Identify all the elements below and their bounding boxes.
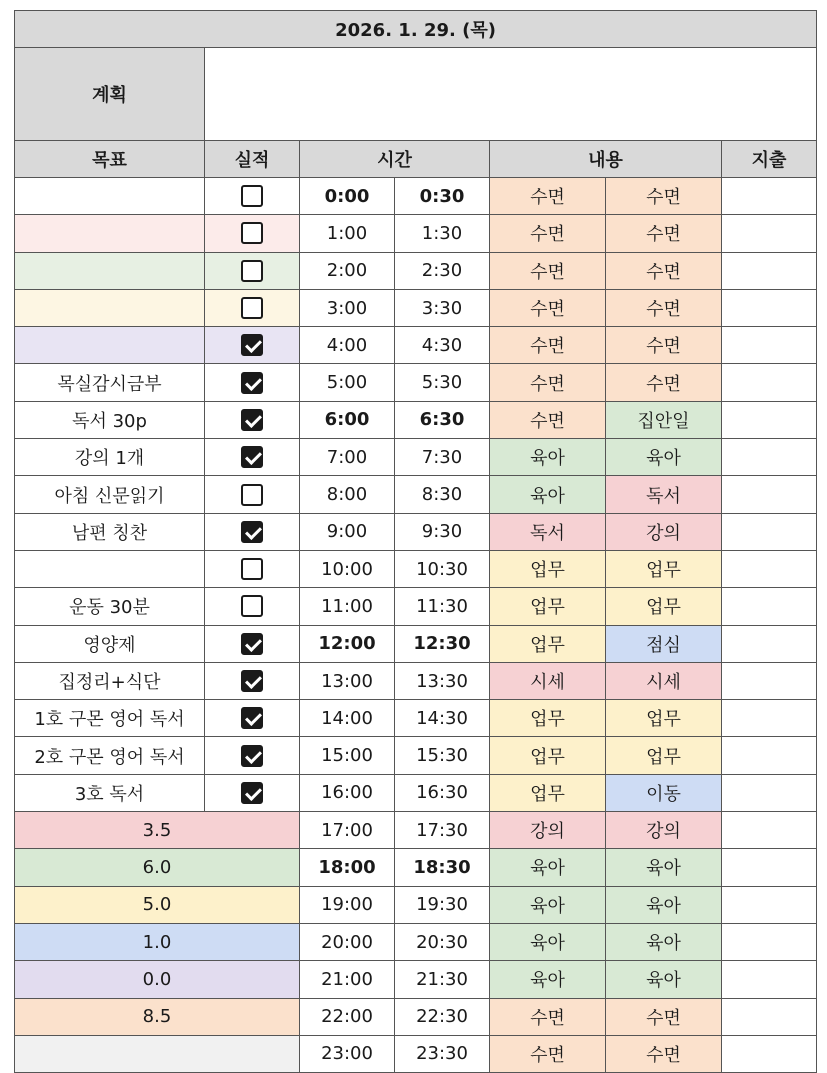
checkbox-checked[interactable] xyxy=(241,446,263,468)
schedule-row xyxy=(15,439,817,476)
content-cell-second[interactable]: 업무 xyxy=(606,588,722,625)
time-end-cell: 9:30 xyxy=(395,513,490,550)
expense-cell[interactable] xyxy=(722,289,817,326)
time-end-cell: 13:30 xyxy=(395,662,490,699)
summary-cell[interactable]: 0.0 xyxy=(15,961,300,998)
content-cell-first[interactable]: 수면 xyxy=(490,252,606,289)
content-cell-second[interactable]: 육아 xyxy=(606,886,722,923)
schedule-row xyxy=(15,476,817,513)
content-cell-first[interactable]: 시세 xyxy=(490,662,606,699)
expense-cell[interactable] xyxy=(722,401,817,438)
content-cell-first[interactable]: 업무 xyxy=(490,774,606,811)
content-cell-second[interactable]: 육아 xyxy=(606,849,722,886)
checkbox-checked[interactable] xyxy=(241,372,263,394)
expense-cell[interactable] xyxy=(722,215,817,252)
content-cell-second[interactable]: 수면 xyxy=(606,289,722,326)
result-cell xyxy=(205,215,300,252)
expense-cell[interactable] xyxy=(722,737,817,774)
summary-cell[interactable]: 5.0 xyxy=(15,886,300,923)
goal-cell[interactable] xyxy=(15,215,205,252)
goal-cell[interactable] xyxy=(15,327,205,364)
content-cell-second[interactable]: 독서 xyxy=(606,476,722,513)
expense-cell[interactable] xyxy=(722,178,817,215)
result-cell xyxy=(205,700,300,737)
schedule-row xyxy=(15,401,817,438)
content-cell-second[interactable]: 수면 xyxy=(606,998,722,1035)
time-end-cell: 15:30 xyxy=(395,737,490,774)
schedule-row xyxy=(15,1035,817,1072)
checkbox-unchecked[interactable] xyxy=(241,185,263,207)
expense-cell[interactable] xyxy=(722,774,817,811)
checkbox-unchecked[interactable] xyxy=(241,222,263,244)
date-title: 2026. 1. 29. (목) xyxy=(15,11,817,48)
time-start-cell: 1:00 xyxy=(300,215,395,252)
content-cell-first[interactable]: 육아 xyxy=(490,886,606,923)
content-cell-first[interactable]: 수면 xyxy=(490,215,606,252)
expense-cell[interactable] xyxy=(722,364,817,401)
time-end-cell: 4:30 xyxy=(395,327,490,364)
time-start-cell: 0:00 xyxy=(300,178,395,215)
checkbox-checked[interactable] xyxy=(241,707,263,729)
expense-cell[interactable] xyxy=(722,588,817,625)
expense-cell[interactable] xyxy=(722,550,817,587)
content-cell-first[interactable]: 강의 xyxy=(490,812,606,849)
time-start-cell: 6:00 xyxy=(300,401,395,438)
expense-cell[interactable] xyxy=(722,961,817,998)
content-cell-first[interactable]: 수면 xyxy=(490,327,606,364)
content-cell-first[interactable]: 업무 xyxy=(490,588,606,625)
content-cell-first[interactable]: 육아 xyxy=(490,849,606,886)
content-cell-second[interactable]: 수면 xyxy=(606,1035,722,1072)
content-cell-second[interactable]: 업무 xyxy=(606,700,722,737)
expense-cell[interactable] xyxy=(722,476,817,513)
schedule-row xyxy=(15,178,817,215)
expense-cell[interactable] xyxy=(722,849,817,886)
time-start-cell: 21:00 xyxy=(300,961,395,998)
checkbox-checked[interactable] xyxy=(241,633,263,655)
time-end-cell: 22:30 xyxy=(395,998,490,1035)
time-end-cell: 21:30 xyxy=(395,961,490,998)
result-cell xyxy=(205,439,300,476)
result-cell xyxy=(205,364,300,401)
content-cell-first[interactable]: 수면 xyxy=(490,998,606,1035)
schedule-row xyxy=(15,700,817,737)
result-cell xyxy=(205,774,300,811)
result-cell xyxy=(205,737,300,774)
schedule-row xyxy=(15,215,817,252)
schedule-row xyxy=(15,327,817,364)
goal-cell[interactable]: 목실감시금부 xyxy=(15,364,205,401)
time-start-cell: 10:00 xyxy=(300,550,395,587)
time-start-cell: 17:00 xyxy=(300,812,395,849)
time-end-cell: 16:30 xyxy=(395,774,490,811)
content-cell-second[interactable]: 수면 xyxy=(606,215,722,252)
checkbox-checked[interactable] xyxy=(241,409,263,431)
content-cell-first[interactable]: 수면 xyxy=(490,364,606,401)
result-cell xyxy=(205,252,300,289)
time-end-cell: 6:30 xyxy=(395,401,490,438)
time-start-cell: 11:00 xyxy=(300,588,395,625)
expense-cell[interactable] xyxy=(722,327,817,364)
summary-cell[interactable]: 3.5 xyxy=(15,812,300,849)
schedule-row xyxy=(15,364,817,401)
content-cell-first[interactable]: 수면 xyxy=(490,1035,606,1072)
schedule-row xyxy=(15,513,817,550)
time-end-cell: 11:30 xyxy=(395,588,490,625)
checkbox-unchecked[interactable] xyxy=(241,484,263,506)
checkbox-unchecked[interactable] xyxy=(241,558,263,580)
content-cell-second[interactable]: 집안일 xyxy=(606,401,722,438)
summary-cell[interactable] xyxy=(15,1035,300,1072)
col-goal-header: 목표 xyxy=(15,141,205,178)
expense-cell[interactable] xyxy=(722,700,817,737)
result-cell xyxy=(205,178,300,215)
time-start-cell: 7:00 xyxy=(300,439,395,476)
expense-cell[interactable] xyxy=(722,886,817,923)
time-start-cell: 23:00 xyxy=(300,1035,395,1072)
goal-cell[interactable]: 아침 신문읽기 xyxy=(15,476,205,513)
time-end-cell: 1:30 xyxy=(395,215,490,252)
schedule-row xyxy=(15,998,817,1035)
summary-cell[interactable]: 6.0 xyxy=(15,849,300,886)
content-cell-second[interactable]: 강의 xyxy=(606,812,722,849)
checkbox-checked[interactable] xyxy=(241,670,263,692)
time-start-cell: 5:00 xyxy=(300,364,395,401)
result-cell xyxy=(205,327,300,364)
schedule-row xyxy=(15,886,817,923)
schedule-row xyxy=(15,550,817,587)
content-cell-first[interactable]: 수면 xyxy=(490,289,606,326)
plan-cell[interactable] xyxy=(205,48,817,141)
schedule-row xyxy=(15,289,817,326)
time-end-cell: 14:30 xyxy=(395,700,490,737)
time-start-cell: 20:00 xyxy=(300,923,395,960)
content-cell-first[interactable]: 육아 xyxy=(490,961,606,998)
time-end-cell: 8:30 xyxy=(395,476,490,513)
col-result-header: 실적 xyxy=(205,141,300,178)
content-cell-second[interactable]: 점심 xyxy=(606,625,722,662)
goal-cell[interactable]: 남편 칭찬 xyxy=(15,513,205,550)
plan-label: 계획 xyxy=(15,48,205,141)
checkbox-unchecked[interactable] xyxy=(241,297,263,319)
summary-cell[interactable]: 8.5 xyxy=(15,998,300,1035)
time-start-cell: 18:00 xyxy=(300,849,395,886)
time-end-cell: 19:30 xyxy=(395,886,490,923)
schedule-row xyxy=(15,662,817,699)
schedule-row xyxy=(15,252,817,289)
schedule-row xyxy=(15,588,817,625)
time-end-cell: 2:30 xyxy=(395,252,490,289)
expense-cell[interactable] xyxy=(722,998,817,1035)
time-end-cell: 18:30 xyxy=(395,849,490,886)
content-cell-first[interactable]: 육아 xyxy=(490,476,606,513)
time-start-cell: 2:00 xyxy=(300,252,395,289)
expense-cell[interactable] xyxy=(722,625,817,662)
time-start-cell: 8:00 xyxy=(300,476,395,513)
checkbox-checked[interactable] xyxy=(241,334,263,356)
col-content-header: 내용 xyxy=(490,141,722,178)
time-start-cell: 3:00 xyxy=(300,289,395,326)
result-cell xyxy=(205,476,300,513)
content-cell-first[interactable]: 수면 xyxy=(490,178,606,215)
time-start-cell: 22:00 xyxy=(300,998,395,1035)
goal-cell[interactable]: 1호 구몬 영어 독서 xyxy=(15,700,205,737)
content-cell-second[interactable]: 시세 xyxy=(606,662,722,699)
time-start-cell: 12:00 xyxy=(300,625,395,662)
content-cell-second[interactable]: 수면 xyxy=(606,178,722,215)
content-cell-second[interactable]: 업무 xyxy=(606,737,722,774)
col-expense-header: 지출 xyxy=(722,141,817,178)
goal-cell[interactable] xyxy=(15,550,205,587)
result-cell xyxy=(205,662,300,699)
content-cell-second[interactable]: 강의 xyxy=(606,513,722,550)
time-end-cell: 23:30 xyxy=(395,1035,490,1072)
content-cell-second[interactable]: 육아 xyxy=(606,923,722,960)
result-cell xyxy=(205,588,300,625)
goal-cell[interactable] xyxy=(15,289,205,326)
goal-cell[interactable]: 영양제 xyxy=(15,625,205,662)
expense-cell[interactable] xyxy=(722,439,817,476)
time-end-cell: 10:30 xyxy=(395,550,490,587)
time-end-cell: 12:30 xyxy=(395,625,490,662)
checkbox-checked[interactable] xyxy=(241,521,263,543)
goal-cell[interactable] xyxy=(15,252,205,289)
expense-cell[interactable] xyxy=(722,252,817,289)
result-cell xyxy=(205,401,300,438)
expense-cell[interactable] xyxy=(722,923,817,960)
schedule-row xyxy=(15,849,817,886)
schedule-row xyxy=(15,625,817,662)
content-cell-first[interactable]: 육아 xyxy=(490,923,606,960)
time-start-cell: 9:00 xyxy=(300,513,395,550)
goal-cell[interactable]: 독서 30p xyxy=(15,401,205,438)
goal-cell[interactable] xyxy=(15,178,205,215)
col-time-header: 시간 xyxy=(300,141,490,178)
schedule-row xyxy=(15,737,817,774)
expense-cell[interactable] xyxy=(722,1035,817,1072)
content-cell-second[interactable]: 수면 xyxy=(606,252,722,289)
schedule-row xyxy=(15,774,817,811)
goal-cell[interactable]: 운동 30분 xyxy=(15,588,205,625)
time-start-cell: 16:00 xyxy=(300,774,395,811)
time-end-cell: 5:30 xyxy=(395,364,490,401)
time-end-cell: 17:30 xyxy=(395,812,490,849)
expense-cell[interactable] xyxy=(722,662,817,699)
schedule-row xyxy=(15,812,817,849)
result-cell xyxy=(205,513,300,550)
checkbox-checked[interactable] xyxy=(241,782,263,804)
expense-cell[interactable] xyxy=(722,812,817,849)
time-start-cell: 4:00 xyxy=(300,327,395,364)
content-cell-second[interactable]: 업무 xyxy=(606,550,722,587)
result-cell xyxy=(205,289,300,326)
time-start-cell: 15:00 xyxy=(300,737,395,774)
time-end-cell: 7:30 xyxy=(395,439,490,476)
result-cell xyxy=(205,550,300,587)
goal-cell[interactable]: 집정리+식단 xyxy=(15,662,205,699)
content-cell-first[interactable]: 육아 xyxy=(490,439,606,476)
content-cell-second[interactable]: 육아 xyxy=(606,439,722,476)
time-end-cell: 0:30 xyxy=(395,178,490,215)
content-cell-first[interactable]: 업무 xyxy=(490,625,606,662)
content-cell-second[interactable]: 이동 xyxy=(606,774,722,811)
planner-table xyxy=(14,10,817,1073)
goal-cell[interactable]: 2호 구몬 영어 독서 xyxy=(15,737,205,774)
goal-cell[interactable]: 강의 1개 xyxy=(15,439,205,476)
schedule-row xyxy=(15,923,817,960)
time-end-cell: 20:30 xyxy=(395,923,490,960)
result-cell xyxy=(205,625,300,662)
content-cell-second[interactable]: 수면 xyxy=(606,327,722,364)
content-cell-second[interactable]: 수면 xyxy=(606,364,722,401)
schedule-row xyxy=(15,961,817,998)
time-end-cell: 3:30 xyxy=(395,289,490,326)
checkbox-unchecked[interactable] xyxy=(241,260,263,282)
content-cell-second[interactable]: 육아 xyxy=(606,961,722,998)
content-cell-first[interactable]: 업무 xyxy=(490,737,606,774)
summary-cell[interactable]: 1.0 xyxy=(15,923,300,960)
time-start-cell: 19:00 xyxy=(300,886,395,923)
content-cell-first[interactable]: 업무 xyxy=(490,550,606,587)
checkbox-unchecked[interactable] xyxy=(241,595,263,617)
goal-cell[interactable]: 3호 독서 xyxy=(15,774,205,811)
time-start-cell: 14:00 xyxy=(300,700,395,737)
time-start-cell: 13:00 xyxy=(300,662,395,699)
checkbox-checked[interactable] xyxy=(241,745,263,767)
content-cell-first[interactable]: 독서 xyxy=(490,513,606,550)
expense-cell[interactable] xyxy=(722,513,817,550)
content-cell-first[interactable]: 수면 xyxy=(490,401,606,438)
content-cell-first[interactable]: 업무 xyxy=(490,700,606,737)
